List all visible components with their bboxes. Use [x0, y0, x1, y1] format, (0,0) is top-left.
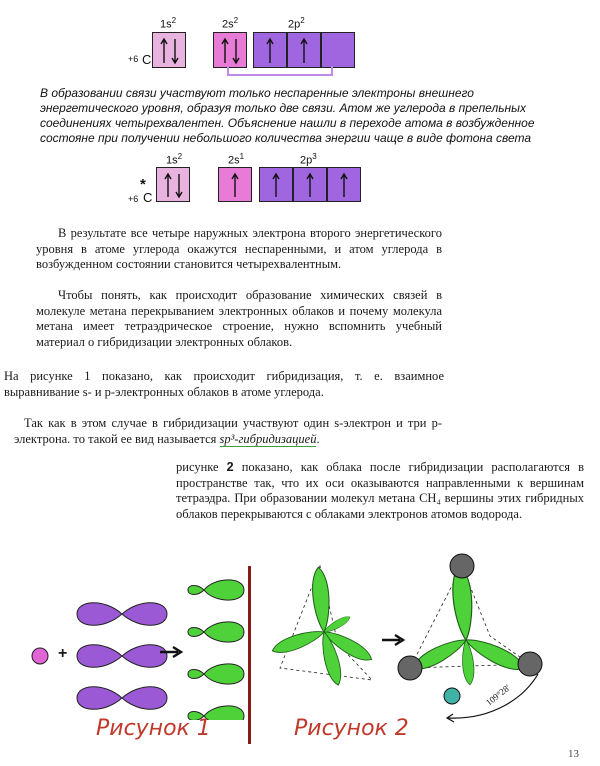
figure1-caption: Рисунок 1: [96, 716, 211, 741]
up-arrow-icon: [254, 33, 288, 69]
paragraph-sp3-text: Так как в этом случае в гибридизации участвуют один s-электрон и три p-электрона. то такой ее вид называется: [14, 416, 442, 446]
hydrogen-atom-icon: [444, 688, 460, 704]
transition-bracket: [220, 66, 340, 80]
paragraph-methane-intro: Чтобы понять, как происходит образование химических связей в молекуле метана перекрыванием электронных облаков и почему молекула метана имеет тетраэдрическое строение, нужно вспомнить учебный материал о гибридизации электронных облаков.: [36, 288, 442, 349]
p-orbital-x: [77, 603, 167, 626]
orbital-box-2p-1: [259, 167, 293, 202]
figure2-ref-prefix: рисунке: [176, 460, 219, 474]
sp3-orbital-3: [188, 664, 244, 684]
up-arrow-icon: [294, 168, 328, 203]
paragraph-figure1-ref: На рисунке 1 показано, как происходит гибридизация, т. е. взаимное выравнивание s- и p-электронных облаков в атоме углерода.: [4, 369, 444, 399]
orbital-box-2p-3: [321, 32, 355, 68]
s-orbital-icon: [32, 648, 48, 664]
paragraph-sp3: Так как в этом случае в гибридизации участвуют один s-электрон и три p-электрона. то такой ее вид называется sp³-гибридизацией.: [14, 416, 442, 446]
paragraph-figure2-ref: [176, 460, 584, 522]
orbital-box-2p-3: [327, 167, 361, 202]
element-symbol: C: [142, 52, 152, 67]
plus-sign: +: [58, 645, 68, 662]
up-arrow-icon: [260, 168, 294, 203]
orbital-box-2s: [213, 32, 247, 68]
hybrid-clouds-small: [270, 566, 375, 687]
figure1-hybridization: [20, 570, 260, 720]
figure2-ref-text: показано, как облака после гибридизации располагаются в пространстве так, что их оси оказываются направленными к вершинам тетраэдра.: [176, 460, 585, 505]
orbital-label-2s: $2s^1$: [228, 152, 245, 167]
orbital-box-2p-1: [253, 32, 287, 68]
element-symbol: C: [143, 190, 153, 205]
orbital-box-2p-2: [293, 167, 327, 202]
bond-angle-label: 109°28′: [483, 682, 513, 708]
up-arrow-icon: [328, 168, 362, 203]
p-orbital-z: [77, 687, 167, 710]
orbital-label-1s: $1s^2$: [160, 16, 177, 31]
atomic-number: +6: [128, 54, 139, 64]
figure2-ref-number: 2: [226, 460, 234, 474]
excited-star: *: [140, 176, 146, 193]
hydrogen-atom-icon: [398, 656, 422, 680]
figure2-tetrahedral: [262, 548, 562, 728]
methane-overlap-text: При образовании молекул метана CH₄ вершины этих гибридных облаков перекрываются с облаками электронов атомов водорода.: [176, 491, 585, 521]
paired-arrows-icon: [153, 33, 187, 69]
excitation-note: В образовании связи участвуют только неспаренные электроны внешнего энергетического уровня, образуя только две связи. Атом же углерода в препельных соединениях четырехвалентен. Объяснение нашли в переходе атома в возбужденное состояне при получении небольшого количества энергии чаще в виде фотона света: [40, 86, 535, 145]
orbital-label-2p: $2p^2$: [288, 16, 305, 31]
hydrogen-atom-icon: [518, 652, 542, 676]
up-arrow-icon: [288, 33, 322, 69]
figure-divider: [248, 566, 251, 744]
orbital-label-2p: $2p^3$: [300, 152, 317, 167]
paired-arrows-icon: [157, 168, 191, 203]
figure2-caption: Рисунок 2: [294, 716, 409, 741]
arrow-right-icon: [382, 635, 403, 645]
paragraph-valence: В результате все четыре наружных электрона второго энергетического уровня в атоме углерода окажутся неспаренными, и атом углерода в возбужденном состоянии становится четырехвалентным.: [36, 226, 442, 271]
sp3-orbital-1: [188, 580, 244, 600]
methane-molecule: [398, 554, 542, 722]
atomic-number: +6: [128, 194, 139, 204]
page-number: 13: [568, 748, 579, 760]
sp3-orbital-2: [188, 622, 244, 642]
orbital-label-1s: $1s^2$: [166, 152, 183, 167]
orbital-box-1s: [156, 167, 190, 202]
orbital-box-2p-2: [287, 32, 321, 68]
hydrogen-atom-icon: [450, 554, 474, 578]
up-arrow-icon: [219, 168, 253, 203]
paired-arrows-icon: [214, 33, 248, 69]
p-orbital-y: [77, 645, 167, 668]
sp3-term: sp³-гибридизацией: [219, 431, 317, 446]
orbital-label-2s: $2s^2$: [222, 16, 239, 31]
orbital-box-1s: [152, 32, 186, 68]
orbital-box-2s: [218, 167, 252, 202]
